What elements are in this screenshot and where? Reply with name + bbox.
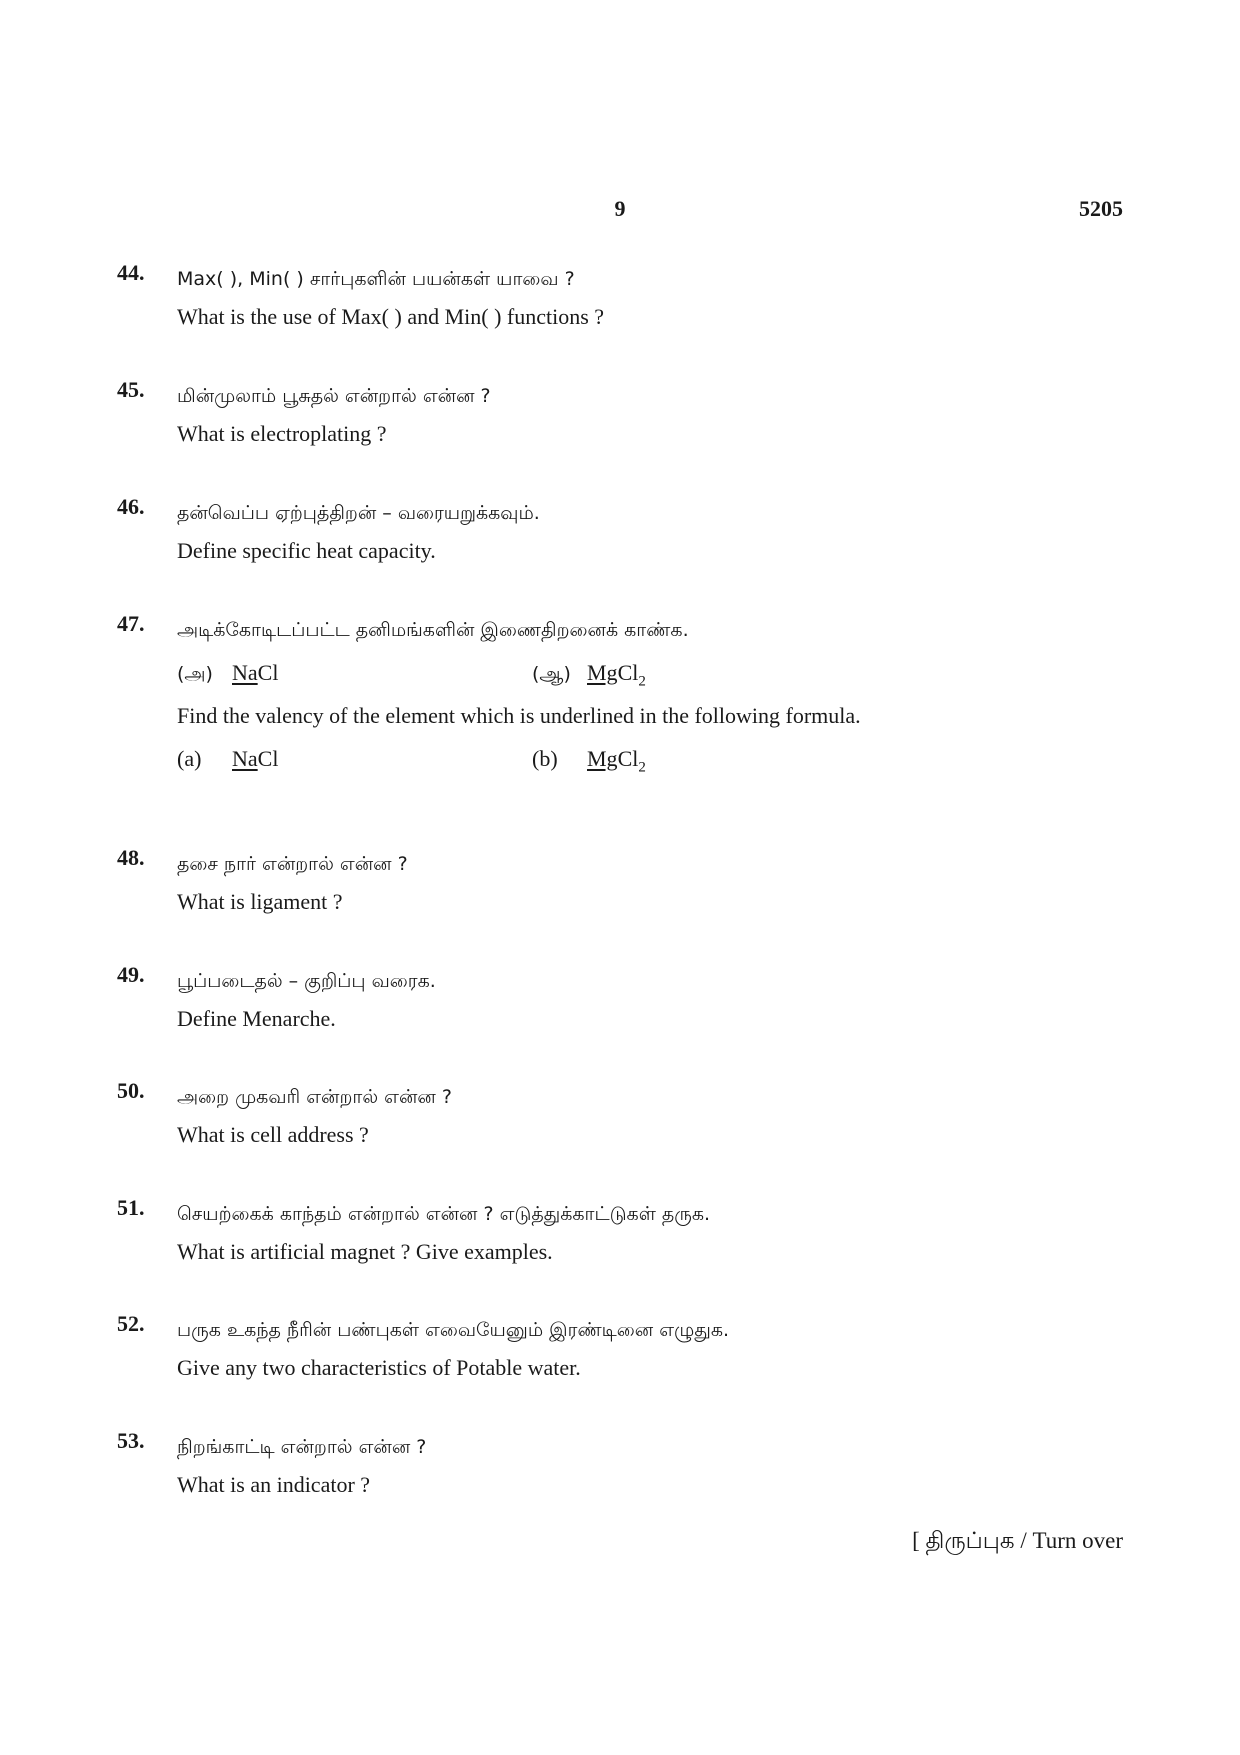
option-a-tamil	[177, 649, 278, 698]
question-text-tamil: நிறங்காட்டி என்றால் என்ன ?	[177, 1436, 427, 1458]
question-text-tamil: பருக உகந்த நீரின் பண்புகள் எவையேனும் இரண்டினை எழுதுக.	[177, 1319, 730, 1341]
question-text-english: Find the valency of the element which is underlined in the following formula.	[177, 703, 861, 728]
option-label: (b)	[532, 746, 558, 771]
question-text-tamil: அறை முகவரி என்றால் என்ன ?	[177, 1086, 452, 1108]
question-text-tamil: தன்வெப்ப ஏற்புத்திறன் – வரையறுக்கவும்.	[177, 502, 540, 524]
question-text-tamil: மின்முலாம் பூசுதல் என்றால் என்ன ?	[177, 385, 491, 407]
subscript: 2	[638, 673, 646, 690]
underlined-element: Mg	[587, 746, 618, 771]
question-text-english: What is cell address ?	[177, 1122, 369, 1147]
question-text-english: What is electroplating ?	[177, 421, 387, 446]
question-number: 49.	[117, 962, 145, 987]
formula-rest: Cl	[617, 746, 639, 771]
question-number: 51.	[117, 1195, 145, 1220]
question-text-tamil: Max( ), Min( ) சார்புகளின் பயன்கள் யாவை ?	[177, 268, 575, 290]
question-text-english: What is ligament ?	[177, 889, 343, 914]
question-number: 44.	[117, 260, 145, 285]
underlined-element: Na	[232, 746, 258, 771]
question-text-english: What is artificial magnet ? Give examples.	[177, 1239, 553, 1264]
option-a-english	[177, 735, 278, 783]
underlined-element: Mg	[587, 660, 618, 685]
question-number: 48.	[117, 845, 145, 870]
question-text-english: What is an indicator ?	[177, 1472, 371, 1497]
options-english	[177, 735, 1127, 783]
option-label: (அ)	[177, 663, 213, 685]
options-tamil	[177, 649, 1127, 697]
formula-rest: Cl	[257, 660, 279, 685]
turn-over-note: [ திருப்புக / Turn over	[912, 1528, 1123, 1553]
underlined-element: Na	[232, 660, 258, 685]
question-number: 45.	[117, 377, 145, 402]
question-text-tamil: அடிக்கோடிடப்பட்ட தனிமங்களின் இணைதிறனைக் காண்க.	[177, 619, 689, 641]
question-text-english: Define specific heat capacity.	[177, 538, 436, 563]
question-number: 47.	[117, 611, 145, 636]
question-text-english: Define Menarche.	[177, 1006, 336, 1031]
formula-rest: Cl	[257, 746, 279, 771]
paper-code: 5205	[1079, 196, 1123, 221]
question-number: 53.	[117, 1428, 145, 1453]
formula-rest: Cl	[617, 660, 639, 685]
option-label: (ஆ)	[532, 663, 571, 685]
option-label: (a)	[177, 746, 202, 771]
question-text-english: What is the use of Max( ) and Min( ) functions ?	[177, 304, 605, 329]
question-number: 52.	[117, 1311, 145, 1336]
question-text-tamil: தசை நார் என்றால் என்ன ?	[177, 853, 408, 875]
question-text-tamil: பூப்படைதல் – குறிப்பு வரைக.	[177, 970, 436, 992]
page-number: 9	[614, 196, 626, 221]
option-b-english	[532, 735, 646, 791]
subscript: 2	[638, 759, 646, 776]
option-b-tamil	[532, 649, 646, 705]
question-number: 50.	[117, 1078, 145, 1103]
question-number: 46.	[117, 494, 145, 519]
question-text-tamil: செயற்கைக் காந்தம் என்றால் என்ன ? எடுத்துக்காட்டுகள் தருக.	[177, 1203, 711, 1225]
question-text-english: Give any two characteristics of Potable water.	[177, 1355, 581, 1380]
